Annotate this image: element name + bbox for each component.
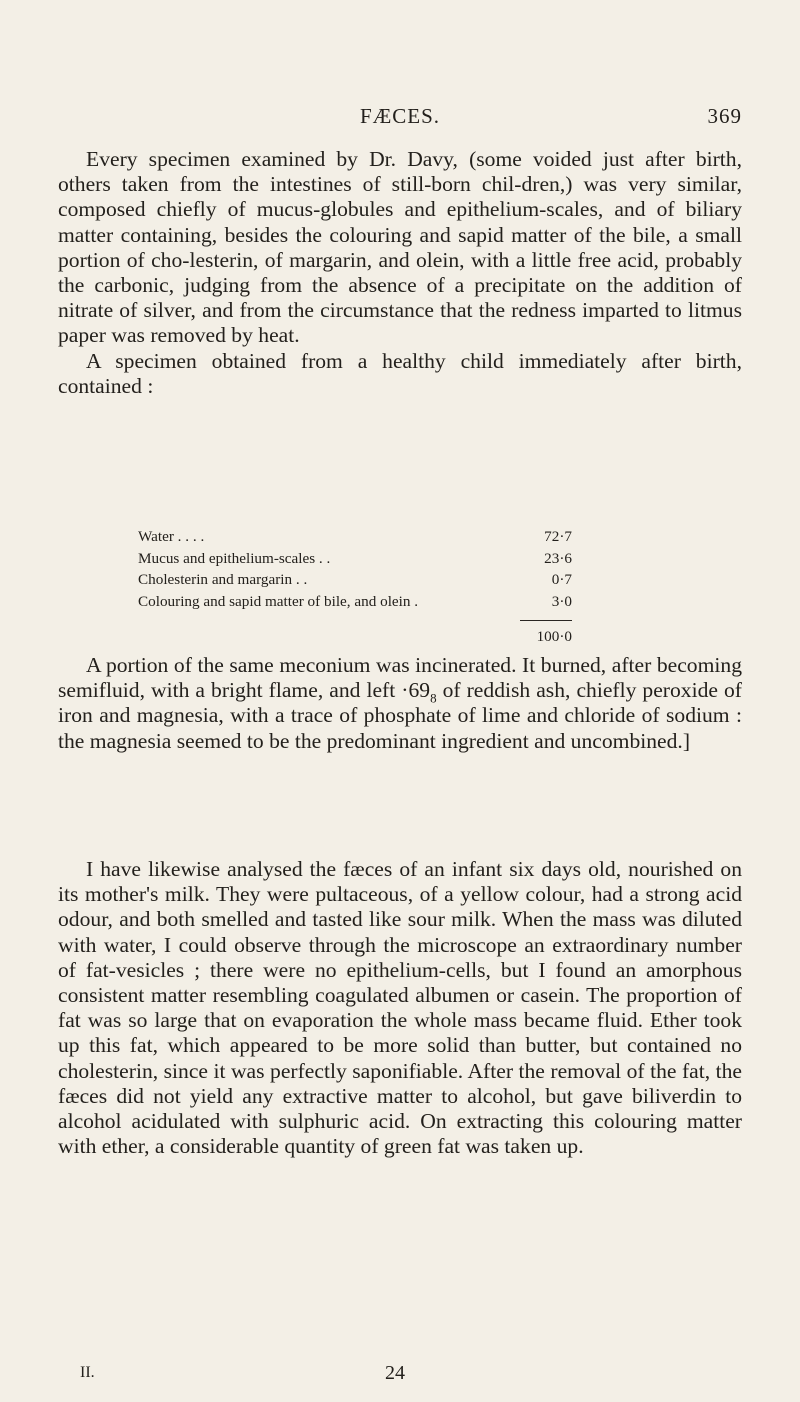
table-row-label: Cholesterin and margarin . . xyxy=(138,571,308,588)
paragraph-text: Every specimen examined by Dr. Davy, (some voided just after birth, others taken from the intestines of still-born chil-dren,) was very similar, composed chiefly of mucus-globules and epithelium-scales, and of biliary matter containing, besides the colouring and sapid matter of the bile, a small portion of cho-lesterin, of margarin, and olein, with a little free acid, probably the carbonic, judging from the absence of a precipitate on the addition of nitrate of silver, and from the circumstance that the redness imparted to litmus paper was removed by heat. xyxy=(58,147,742,348)
page-footer xyxy=(58,1362,742,1388)
composition-table xyxy=(138,526,572,645)
table-row-value: 3·0 xyxy=(551,592,572,610)
table-row-value: 0·7 xyxy=(551,571,572,588)
paragraph-incineration xyxy=(58,653,742,754)
table-row xyxy=(138,548,572,570)
running-head xyxy=(58,104,742,132)
volume-mark: II. xyxy=(80,1364,95,1381)
paragraph-infant-faeces: I have likewise analysed the fæces of an infant six days old, nourished on its mother's milk. They were pultaceous, of a yellow colour, had a strong acid odour, and both smelled and tasted like sour milk. When the mass was diluted with water, I could observe through the microscope an extraordinary number of fat-vesicles ; there were no epithelium-cells, but I found an amorphous consistent matter resembling coagulated albumen or casein. The proportion of fat was so large that on evaporation the whole mass became fluid. Ether took up this fat, which appeared to be more solid than butter, but contained no cholesterin, since it was perfectly saponifiable. After the removal of the fat, the fæces did not yield any extractive matter to alcohol, but gave biliverdin to alcohol acidulated with sulphuric acid. On extracting this colouring matter with ether, a considerable quantity of green fat was taken up. xyxy=(58,857,742,1159)
paragraph-text: A portion of the same meconium was incinerated. It burned, after becoming semifluid, with a bright flame, and left ·69 xyxy=(58,653,742,703)
table-row-label: Colouring and sapid matter of bile, and olein . xyxy=(138,592,419,610)
fraction-denominator: 8 xyxy=(430,690,437,706)
page-number: 369 xyxy=(707,104,742,128)
table-row xyxy=(138,591,572,613)
paragraph-text-specimen-intro: A specimen obtained from a healthy child immediately after birth, contained : xyxy=(58,348,742,398)
paragraph-davy-specimens xyxy=(58,147,742,399)
table-total: 100·0 xyxy=(536,628,572,645)
table-row xyxy=(138,569,572,591)
running-title: FÆCES. xyxy=(359,104,441,128)
paragraph-text-continued: of reddish ash, chiefly peroxide of iron and magnesia, with a trace of phosphate of lime and chloride of sodium : the magnesia seemed to be the predominant ingredient and uncombined.] xyxy=(58,678,742,753)
table-row-value: 72·7 xyxy=(544,528,572,545)
table-row-label: Water . . . . xyxy=(138,528,205,545)
signature-mark: 24 xyxy=(385,1362,405,1384)
table-row-value: 23·6 xyxy=(544,549,572,567)
table-row-label: Mucus and epithelium-scales . . xyxy=(138,549,331,567)
sum-rule xyxy=(520,620,572,621)
table-row xyxy=(138,526,572,548)
